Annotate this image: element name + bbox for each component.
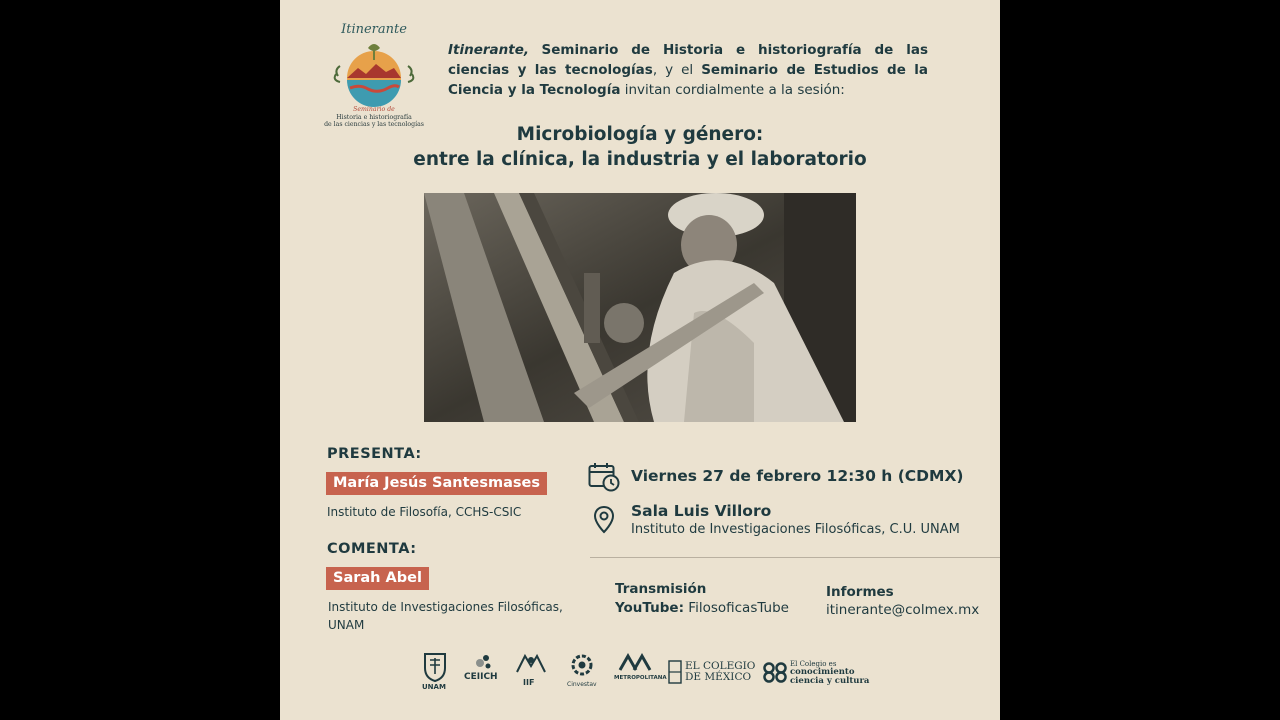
informes-heading: Informes <box>826 584 894 600</box>
logo-title: Itinerante <box>341 22 407 37</box>
session-title <box>280 122 1000 172</box>
colmex-line-1: EL COLEGIO <box>685 660 756 672</box>
youtube-label: YouTube: <box>615 600 684 616</box>
title-line-1: Microbiología y género: <box>516 124 764 145</box>
uam-emblem-icon <box>614 652 656 672</box>
event-date: Viernes 27 de febrero 12:30 h (CDMX) <box>631 467 964 485</box>
intro-paragraph <box>448 40 928 100</box>
conocimiento-line-2: conocimiento <box>790 667 855 677</box>
logo-caption-line: de las ciencias y las tecnologías <box>324 121 424 128</box>
conocimiento-knot-icon <box>762 660 788 684</box>
cinvestav-gear-icon <box>567 652 597 680</box>
lab-photograph <box>424 193 856 422</box>
institution-logos <box>280 652 1000 696</box>
itinerante-logo <box>324 22 424 137</box>
cinvestav-logo <box>567 652 597 696</box>
event-poster <box>280 0 1000 720</box>
youtube-channel-link[interactable]: FilosoficasTube <box>688 600 789 616</box>
presenter-affiliation: Instituto de Filosofía, CCHS-CSIC <box>327 505 522 519</box>
calendar-clock-icon <box>588 462 620 492</box>
iif-emblem-icon <box>515 652 547 676</box>
ceiich-dots-icon <box>464 652 500 672</box>
unam-label: UNAM <box>422 683 446 691</box>
transmision-youtube <box>615 600 789 616</box>
colmex-cm-icon <box>668 660 682 684</box>
logo-emblem-icon <box>328 38 420 108</box>
commentator-name-badge: Sarah Abel <box>326 567 429 590</box>
event-venue: Sala Luis Villoro <box>631 502 772 520</box>
intro-seminar-2: Seminario de Estudios de la Ciencia y la Tecnología <box>448 62 929 98</box>
presenta-label: PRESENTA: <box>327 446 422 462</box>
logo-caption-line: Historia e historiografía <box>336 113 412 121</box>
lab-worker-image <box>424 193 856 422</box>
conocimiento-logo <box>762 652 870 696</box>
map-pin-icon <box>593 505 615 535</box>
commentator-affiliation-line: UNAM <box>328 618 365 632</box>
unam-logo <box>422 652 448 696</box>
event-venue-detail: Instituto de Investigaciones Filosóficas, C.U. UNAM <box>631 522 960 537</box>
uam-logo <box>614 652 667 696</box>
intro-seminar-1: Seminario de Historia e historiografía de las ciencias y las tecnologías <box>448 42 929 78</box>
title-line-2: entre la clínica, la industria y el laboratorio <box>413 149 867 170</box>
cinvestav-label: Cinvestav <box>567 681 597 688</box>
logo-caption-top: Seminario de <box>353 106 395 113</box>
informes-email-link[interactable]: itinerante@colmex.mx <box>826 602 980 618</box>
intro-connector: , y el <box>652 62 694 78</box>
divider <box>590 557 1000 558</box>
commentator-affiliation-line: Instituto de Investigaciones Filosóficas, <box>328 600 563 614</box>
commentator-affiliation <box>328 598 563 634</box>
transmision-heading: Transmisión <box>615 581 707 597</box>
comenta-label: COMENTA: <box>327 541 417 557</box>
iif-label: IIF <box>523 678 535 687</box>
intro-itinerante: Itinerante, <box>448 42 529 58</box>
unam-crest-icon <box>422 652 448 682</box>
ceiich-logo <box>464 652 500 696</box>
colmex-line-2: DE MÉXICO <box>685 671 752 683</box>
iif-logo <box>515 652 547 696</box>
uam-label: METROPOLITANA <box>614 675 667 681</box>
conocimiento-line-3: ciencia y cultura <box>790 676 870 686</box>
presenter-name-badge: María Jesús Santesmases <box>326 472 547 495</box>
conocimiento-line-1: El Colegio es <box>790 660 837 668</box>
colmex-logo <box>668 652 756 696</box>
intro-closing: invitan cordialmente a la sesión: <box>624 82 845 98</box>
ceiich-label: CEIICH <box>464 672 498 682</box>
